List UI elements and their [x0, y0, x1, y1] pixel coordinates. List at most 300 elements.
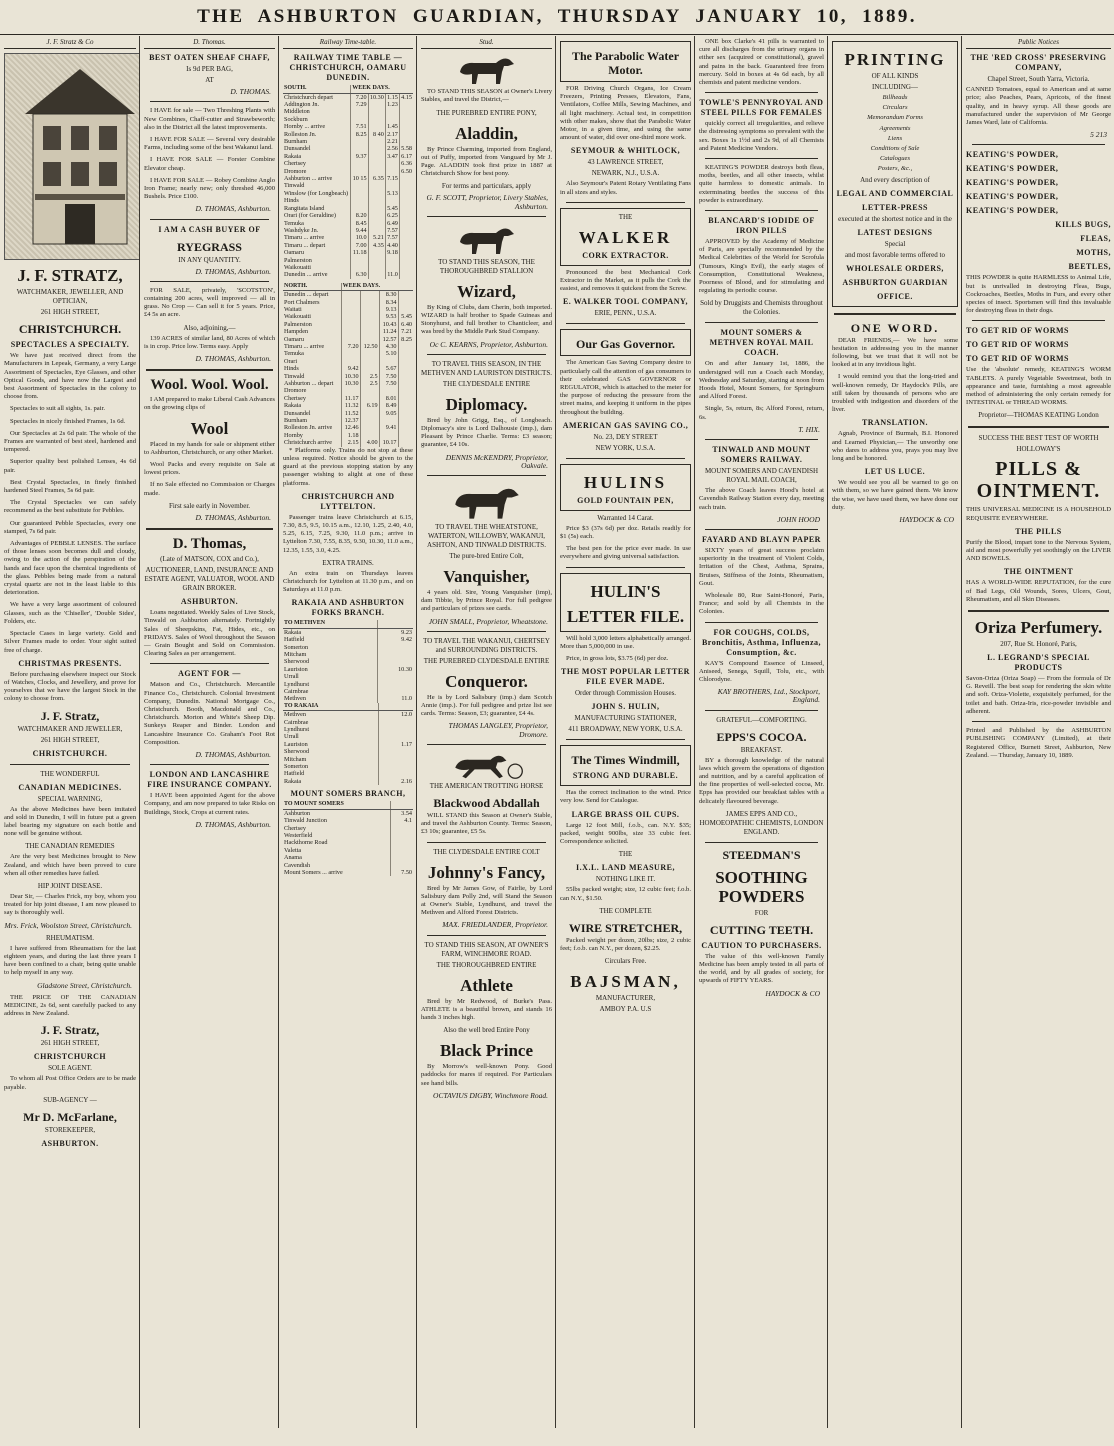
paragraph: Price $3 (37s 6d) per doz. Retails readily for $1 (5s) each.	[560, 524, 691, 541]
signature: OCTAVIUS DIGBY, Winchmore Road.	[433, 1090, 548, 1100]
paragraph: We have just received direct from the Manufacturers in Lepeak, Germany, a very Large Assortment of Spectacles, Eye Glasses, and other Optical Goods, and have now the Largest and best Assortment of Spectacles in the colony to choose from.	[4, 352, 136, 401]
paragraph: The value of this well-known Family Medicine has been amply tested in all parts of the world, and by all grades of society, for upwards of FIFTY YEARS.	[699, 952, 824, 985]
station-name: Sherwood	[284, 658, 310, 666]
departure-time	[360, 387, 379, 394]
city: NEWARK, N.J., U.S.A.	[591, 169, 660, 178]
signature: D. THOMAS, Ashburton.	[195, 266, 271, 276]
departure-time: 8.45	[351, 220, 368, 227]
agent-trade: STOREKEEPER,	[44, 1125, 96, 1134]
article: THE	[618, 212, 633, 221]
departure-time: 2.15	[341, 439, 360, 446]
heading: SPECIAL WARNING,	[37, 794, 103, 803]
horse-name: Black Prince	[439, 1041, 533, 1061]
article: THE	[618, 850, 633, 859]
departure-time	[379, 733, 414, 740]
departure-time: 7.20	[351, 93, 368, 101]
timetable-row	[283, 681, 413, 688]
timetable-row	[283, 424, 413, 431]
departure-time	[385, 257, 399, 264]
departure-time	[399, 138, 413, 145]
timetable-row	[283, 175, 413, 182]
station-name: Washdyke Jn.	[284, 226, 319, 234]
city: ERIE, PENN., U.S.A.	[594, 309, 657, 318]
station-name: Hinds	[284, 365, 299, 373]
paragraph: Are the very best Medicines brought to New Zealand, and which have been proved to cure when all other remedies have failed.	[4, 853, 136, 877]
timetable-row	[283, 336, 413, 343]
timetable-row	[283, 832, 413, 839]
advertiser-name: JOHN S. HULIN,	[591, 702, 660, 712]
station-name: Mitcham	[284, 755, 307, 763]
departure-time	[368, 249, 385, 256]
departure-time: 9.41	[379, 424, 398, 431]
departure-time	[341, 328, 360, 335]
station-name: Lauriston	[284, 740, 308, 748]
paragraph: Spectacle Cases in large variety. Gold and Silver Frames made to order. Your sight suited free of charge.	[4, 630, 136, 654]
direction-label: TO MOUNT SOMERS	[283, 801, 390, 809]
departure-time	[351, 160, 368, 167]
signature: D. THOMAS, Ashburton.	[195, 512, 271, 522]
departure-time	[379, 726, 414, 733]
station-name: Cavendish	[284, 861, 311, 869]
paragraph: KEATING'S POWDER destroys both fleas, moths, beetles, and all other insects, whilst quite harmless to domestic animals. In exterminating beetles the success of this powder is extraordinary.	[699, 164, 824, 204]
departure-time	[360, 350, 379, 357]
timetable-row	[283, 628, 413, 636]
slogan: THE MOST POPULAR LETTER FILE EVER MADE.	[561, 667, 690, 687]
ad-heading: FAYARD AND BLAYN PAPER	[702, 534, 821, 544]
note: For terms and particulars, apply	[441, 182, 532, 191]
departure-time: 10.0	[351, 234, 368, 241]
departure-time	[368, 145, 385, 152]
station-name: Middleton	[284, 108, 310, 116]
city: CHRISTCHURCH.	[18, 322, 122, 337]
departure-time	[351, 108, 368, 115]
departure-time: 11.0	[377, 695, 413, 702]
departure-time: 7.00	[351, 242, 368, 249]
address: 261 HIGH STREET,	[40, 308, 100, 317]
station-name: Dromore	[284, 387, 307, 395]
timetable-row	[283, 410, 413, 417]
station-name: Rakaia	[284, 152, 302, 160]
departure-time: 7.15	[387, 175, 398, 183]
paragraph: THIS POWDER is quite HARMLESS to Animal Life, but is unrivalled in destroying Fleas, Bugs, Cockroaches, Beetles, Moths in Furs, and every other species of insect. Sportsmen will find this invaluable for destroying fleas in their dogs.	[966, 274, 1111, 315]
printing-legal: LEGAL AND COMMERCIAL	[836, 188, 954, 198]
keating-line: KEATING'S POWDER,	[966, 164, 1059, 174]
ad-lead: BEST OATEN SHEAF CHAFF,	[149, 53, 270, 63]
departure-time: 8.25	[398, 336, 413, 343]
paragraph: CANNED Tomatoes, equal to American and at same price; also Peaches, Pears, Apricots, of the finest quality, and in heavy syrup. All these goods are manufactured under the supervision of Mr George James Ward, late of California.	[966, 86, 1111, 127]
station-name: Hinds	[284, 197, 299, 205]
departure-time: 7.50	[379, 380, 398, 387]
paragraph: Wool Packs and every requisite on Sale at lowest prices.	[144, 461, 275, 477]
ad-subheading: BREAKFAST.	[740, 745, 783, 754]
departure-time	[390, 832, 413, 839]
station-name: Methven	[284, 711, 306, 719]
at: AT	[205, 76, 214, 85]
departure-time: 8.30	[379, 291, 398, 299]
station-name: Tinwald Junction	[284, 817, 327, 825]
address: No. 23, DEY STREET	[593, 432, 658, 441]
timetable-row	[283, 380, 413, 387]
note: Warranted 14 Carat.	[597, 513, 654, 522]
departure-time: 10.30	[341, 380, 360, 387]
signature: THOMAS LANGLEY, Proprietor, Dromore.	[448, 721, 548, 739]
timetable-row	[283, 839, 413, 846]
horse-name: Blackwood Abdallah	[433, 795, 540, 810]
role: MANUFACTURING STATIONER,	[574, 714, 677, 723]
timetable-row	[283, 182, 413, 189]
departure-time	[390, 862, 413, 869]
quantity: IN ANY QUANTITY.	[178, 255, 241, 264]
station-name: Hornby	[284, 431, 303, 439]
signature: JAMES EPPS AND CO., HOMOEOPATHIC CHEMISTS, LONDON ENGLAND.	[699, 809, 824, 836]
departure-time	[385, 108, 399, 115]
city: CHRISTCHURCH	[33, 1052, 107, 1062]
paragraph: * Platforms only. Trains do not stop at these unless required. Notice should be given to the guard at the previous stopping station by any passenger wishing to alight at one of these platforms.	[283, 446, 413, 487]
departure-time	[360, 417, 379, 424]
heading: RAKAIA AND ASHBURTON FORKS BRANCH.	[291, 598, 405, 618]
column-rule	[416, 36, 417, 1428]
ad-number: 5 213	[1090, 130, 1107, 140]
timetable-row	[283, 862, 413, 869]
station-name: Timaru ... depart	[284, 241, 326, 249]
departure-time: 12.50	[360, 343, 379, 350]
departure-time	[399, 131, 413, 138]
departure-time	[398, 402, 413, 409]
station-name: Timaru ... arrive	[284, 343, 325, 351]
paragraph: Best Crystal Spectacles, in finely finished hardened Steel Frames, 5s 6d pair.	[4, 478, 136, 495]
departure-time	[341, 306, 360, 313]
timetable-row	[283, 227, 413, 234]
station-name: Anama	[284, 854, 302, 862]
departure-time	[379, 763, 414, 770]
departure-time	[351, 190, 368, 197]
days-label: WEEK DAYS.	[351, 85, 413, 93]
keating-line: KEATING'S POWDER,	[966, 192, 1059, 202]
station-name: Dromore	[284, 167, 307, 175]
signature: JOHN SMALL, Proprietor, Wheatstone.	[428, 616, 548, 626]
departure-time: 5.45	[398, 313, 413, 320]
departure-time	[368, 138, 385, 145]
horse-name: Athlete	[460, 975, 513, 995]
departure-time	[368, 108, 385, 115]
departure-time	[379, 756, 414, 763]
timetable-row	[283, 328, 413, 335]
paragraph: By Morrow's well-known Pony. Good paddocks for mares if required. For Particulars see hand bills.	[421, 1063, 552, 1087]
ad-subheading: LETTER FILE.	[566, 606, 685, 626]
paragraph: WILL STAND this Season at Owner's Stable, and travel the Ashburton County. Terms: Season, £3 10s; guarantee, £5 5s.	[421, 811, 552, 836]
paragraph: I HAVE FOR SALE — Several very desirable Farms, including some of the best Wakanui land.	[144, 136, 275, 152]
departure-time: 6.25	[387, 212, 398, 220]
paragraph: Superior quality best polished Lenses, 4s 6d pair.	[4, 458, 136, 474]
horse-name: Aladdin,	[455, 123, 518, 143]
sole-agent: SOLE AGENT.	[48, 1064, 92, 1073]
departure-time	[368, 197, 385, 204]
departure-time: 10.30	[341, 373, 360, 380]
timetable-row	[283, 869, 413, 876]
timetable-row	[283, 770, 413, 777]
ad-heading: The Times Windmill,	[571, 753, 680, 768]
fleas: FLEAS,	[1080, 234, 1111, 244]
printing-office: OFFICE.	[877, 291, 913, 301]
station-name: Winslow (for Longbeach)	[284, 189, 349, 197]
departure-time	[385, 116, 399, 123]
departure-time: 8.34	[379, 299, 398, 306]
paragraph: To whom all Post Office Orders are to be made payable.	[4, 1075, 136, 1091]
departure-time	[379, 387, 398, 394]
departure-time	[341, 336, 360, 343]
direction-label: SOUTH.	[283, 85, 351, 93]
timetable-rakaia-return	[283, 703, 413, 785]
departure-time: 8 40	[368, 131, 385, 138]
departure-time	[379, 358, 398, 365]
station-name: Port Chalmers	[284, 298, 320, 306]
lead: TO TRAVEL THIS SEASON, IN THE METHVEN AND LAURISTON DISTRICTS.	[421, 359, 552, 377]
paragraph: THIS UNIVERSAL MEDICINE IS A HOUSEHOLD REQUISITE EVERYWHERE.	[966, 506, 1111, 522]
departure-time: 9.44	[351, 227, 368, 234]
station-name: Sherwood	[284, 748, 310, 756]
paragraph: Single, 5s, return, 8s; Alford Forest, return, 6s.	[699, 405, 824, 421]
ad-heading: EPPS'S COCOA.	[716, 729, 807, 744]
signature: Oc C. KEARNS, Proprietor, Ashburton.	[429, 339, 548, 349]
timetable-row	[283, 726, 413, 733]
shop-building-icon	[5, 54, 139, 259]
paragraph: Placed in my hands for sale or shipment either to Ashburton, Christchurch, or any other Market.	[144, 440, 275, 456]
departure-time: 10.43	[379, 321, 398, 328]
departure-time: 10 15	[352, 175, 367, 183]
station-name: Mitcham	[284, 650, 307, 658]
paragraph: BY a thorough knowledge of the natural laws which govern the operations of digestion and nutrition, and by a careful application of the fine properties of well-selected cocoa, Mr. Epps has provided our breakfast tables with a delicately flavoured beverage.	[699, 756, 824, 805]
departure-time: 2.21	[387, 138, 398, 146]
departure-time	[398, 358, 413, 365]
departure-time	[368, 182, 385, 189]
departure-time: 7.57	[387, 234, 398, 242]
station-name: Hornby ... arrive	[284, 123, 326, 131]
departure-time	[398, 417, 413, 424]
printing-item: Memorandum Forms	[867, 114, 923, 122]
departure-time	[398, 387, 413, 394]
departure-time: 11.17	[341, 395, 360, 402]
paragraph: If no Sale effected no Commission or Charges made.	[144, 481, 275, 497]
station-name: Oamaru	[284, 249, 304, 257]
column-header: Railway Time-table.	[283, 38, 413, 49]
departure-time	[399, 257, 413, 264]
departure-time: 1.17	[379, 741, 414, 748]
paragraph: 55lbs packed weight; size, 12 cubic feet; f.o.b. can N.Y., $1.50.	[560, 886, 691, 902]
departure-time	[360, 299, 379, 306]
town: ASHBURTON.	[180, 597, 239, 607]
station-name: Burnham	[284, 417, 308, 425]
paragraph: Bred by Mr James Gow, of Fairlie, by Lord Salisbury dam Polly 2nd, will Stand the Season at Owner's Stable, Lyndhurst, and travel the Methven and Alford Forest Districts.	[421, 884, 552, 917]
timetable-row	[283, 131, 413, 138]
paragraph: An extra train on Thursdays leaves Christchurch for Lyttelton at 11.30 p.m., and on Saturdays at 11.0 p.m.	[283, 569, 413, 594]
column-stud	[418, 38, 555, 1428]
timetable-south	[283, 85, 413, 279]
paragraph: APPROVED by the Academy of Medicine of Paris, are specially recommended by the Medical Celebrities of the World for Scrofula (Tumours, King's Evil), the early stages of Consumption, Constitutional Weakness, Poorness of Blood, and for stimulating and regulating its periodic course.	[699, 238, 824, 295]
item: Wool	[190, 418, 229, 438]
horse-name: Diplomacy.	[445, 394, 528, 414]
departure-time	[368, 116, 385, 123]
caution: CAUTION TO PURCHASERS.	[701, 940, 822, 950]
departure-time: 6.36	[401, 160, 412, 168]
departure-time	[398, 432, 413, 439]
timetable-row	[283, 719, 413, 726]
lead: THE AMERICAN TROTTING HORSE	[429, 781, 544, 790]
station-name: Dunsandel	[284, 409, 311, 417]
printing-item: Liens	[887, 134, 903, 142]
departure-time: 5.10	[379, 350, 398, 357]
departure-time	[360, 291, 379, 299]
printing-wholesale: WHOLESALE ORDERS,	[846, 263, 944, 273]
printing-most: and most favorable terms offered to	[845, 250, 945, 259]
departure-time	[390, 839, 413, 846]
signature: Gladstone Street, Christchurch.	[37, 980, 132, 990]
station-name: Cairnbrae	[284, 688, 309, 695]
departure-time: 4.15	[401, 93, 412, 101]
departure-time: 4.00	[360, 439, 379, 446]
departure-time	[368, 220, 385, 227]
departure-time	[351, 197, 368, 204]
lead: TO TRAVEL THE WHEATSTONE, WATERTON, WILLOWBY, WAKANUI, ASHTON, AND TINWALD DISTRICTS.	[427, 523, 546, 550]
paragraph: Has the correct inclination to the wind. Price very low. Send for Catalogue.	[560, 789, 691, 805]
address: 261 HIGH STREET,	[40, 1039, 100, 1048]
timetable-row	[283, 299, 413, 306]
timetable-row	[283, 711, 413, 719]
timetable-row	[283, 257, 413, 264]
departure-time: 7.29	[351, 101, 368, 108]
specialty: SPECTACLES A SPECIALTY.	[10, 340, 130, 350]
departure-time	[368, 264, 385, 271]
departure-time	[341, 358, 360, 365]
departure-time	[368, 227, 385, 234]
timetable-row	[283, 651, 413, 658]
departure-time	[351, 257, 368, 264]
timetable-rakaia	[283, 620, 413, 702]
timetable-row	[283, 644, 413, 651]
ad-heading: Oriza Perfumery.	[974, 618, 1103, 638]
column-rule	[555, 36, 556, 1428]
departure-time: 11.24	[379, 328, 398, 335]
timetable-row	[283, 395, 413, 402]
station-name: Methven	[284, 695, 306, 703]
timetable-title: RAILWAY TIME TABLE — CHRISTCHURCH, OAMARU DUNEDIN.	[289, 53, 407, 83]
departure-time	[399, 205, 413, 212]
ad-subheading: STRONG AND DURABLE.	[572, 771, 679, 781]
paragraph: Price, in gross lots, $3.75 (6d) per doz.	[566, 655, 669, 663]
departure-time: 9.53	[379, 313, 398, 320]
station-name: Dunsandel	[284, 145, 311, 153]
departure-time	[377, 681, 413, 688]
column-american	[557, 38, 694, 1428]
paragraph: I would remind you that the long-tried and well-known remedy, Dr Haydock's Pills, are still taken by thousands of persons who are troubled with indigestion and disorders of the liver.	[832, 373, 958, 414]
timetable-row	[283, 439, 413, 446]
wool-heading: Wool. Wool. Wool.	[150, 377, 269, 394]
station-name: Ashburton ... arrive	[284, 175, 333, 183]
column-header: Stud.	[421, 38, 552, 49]
departure-time	[377, 688, 413, 695]
departure-time	[399, 101, 413, 108]
departure-time	[351, 138, 368, 145]
signature: Mrs. Frick, Woolston Street, Christchurch.	[4, 920, 132, 930]
paragraph: I HAVE FOR SALE — Forster Combine Elevator cheap.	[144, 156, 275, 172]
departure-time: 4.1	[390, 817, 413, 824]
printing-latest: LATEST DESIGNS	[857, 227, 933, 237]
departure-time	[390, 825, 413, 832]
ad-subheading: MOUNT SOMERS AND CAVENDISH ROYAL MAIL COACH,	[704, 467, 819, 485]
breed: THE CLYDESDALE ENTIRE	[442, 379, 531, 388]
departure-time: 6.50	[401, 167, 412, 175]
ad-heading: ONE WORD.	[850, 320, 940, 335]
departure-time: 7.21	[398, 328, 413, 335]
note: Also, adjoining,—	[183, 323, 236, 332]
departure-time: 1.18	[341, 432, 360, 439]
printing-office-name: ASHBURTON GUARDIAN	[842, 277, 948, 287]
station-name: Sockburn	[284, 115, 308, 123]
station-name: Rakaia	[284, 628, 302, 636]
departure-time	[398, 395, 413, 402]
station-name: Rolleston Jn.	[284, 130, 317, 138]
kills: KILLS BUGS,	[1055, 220, 1111, 230]
departure-time	[399, 212, 413, 219]
departure-time: 7.20	[341, 343, 360, 350]
timetable-row	[283, 168, 413, 175]
address: Chapel Street, South Yarra, Victoria.	[987, 75, 1090, 84]
departure-time: 11.18	[351, 249, 368, 256]
departure-time	[379, 432, 398, 439]
departure-time	[379, 748, 414, 755]
printing-item: Agreements	[879, 124, 911, 132]
signature: HAYDOCK & CO	[765, 988, 820, 998]
departure-time	[398, 350, 413, 357]
station-name: Chertsey	[284, 394, 306, 402]
timetable-row	[283, 197, 413, 204]
column-rule	[694, 36, 695, 1428]
lead: GRATEFUL—COMFORTING.	[716, 715, 807, 724]
departure-time: 12.46	[341, 424, 360, 431]
timetable-row	[283, 306, 413, 313]
direction-label: TO METHVEN	[283, 620, 377, 628]
heading: THE WONDERFUL	[40, 769, 100, 778]
beetles: BEETLES,	[1068, 262, 1111, 272]
paragraph: FOR Driving Church Organs, Ice Cream Freezers, Printing Presses, Elevators, Fans, Ventilators, Coffee Mills, Sewing Machines, and all light machinery. Actual test, in competition with other makes, show that the Parabolic Water Motor, in a given time, and using the same amount of water, did over one-third more work.	[560, 85, 691, 142]
station-name: Mount Somers ... arrive	[284, 868, 343, 876]
city: AMBOY P.A. U.S	[599, 1005, 652, 1014]
departure-time	[398, 365, 413, 372]
paragraph: By Prince Charming, imported from England, out of Puffy, imported from Vanguard by Mr J. Page. ALADDIN took first prize in 1887 at Christchurch Show for best pony.	[421, 145, 552, 178]
departure-time: 2.56	[387, 145, 398, 153]
departure-time	[360, 424, 379, 431]
keating-line: KEATING'S POWDER,	[966, 150, 1059, 160]
departure-time: 5.21	[368, 234, 385, 241]
signature: HAYDOCK & CO	[899, 515, 954, 525]
timetable-row	[283, 190, 413, 197]
timetable-row	[283, 756, 413, 763]
lead: THE COMPLETE	[599, 906, 652, 915]
keating-line: KEATING'S POWDER,	[966, 206, 1059, 216]
departure-time	[399, 197, 413, 204]
departure-time	[399, 175, 413, 182]
departure-time	[398, 410, 413, 417]
departure-time: 4.35	[368, 242, 385, 249]
station-name: Chertsey	[284, 824, 306, 832]
paragraph: Advantages of PEBBLE LENSES. The surface of those lenses soon becomes dull and cloudy, owing to the action of the perspiration of the hands and face upon the chemical ingredients of the glass. Pebbles being made from a natural crystal quartz are not in the least liable to this deterioration.	[4, 540, 136, 597]
station-name: Palmerston	[284, 256, 312, 264]
heading: CHRISTCHURCH AND LYTTELTON.	[301, 491, 395, 511]
direction-label: NORTH.	[283, 283, 341, 291]
departure-time: 9.05	[379, 410, 398, 417]
departure-time	[368, 257, 385, 264]
paragraph: Bred by Mr Redwood, of Burke's Pass. ATHLETE is a beautiful brown, and stands 16 hands 3 inches high.	[421, 997, 552, 1021]
printing-heading: PRINTING	[844, 50, 946, 69]
